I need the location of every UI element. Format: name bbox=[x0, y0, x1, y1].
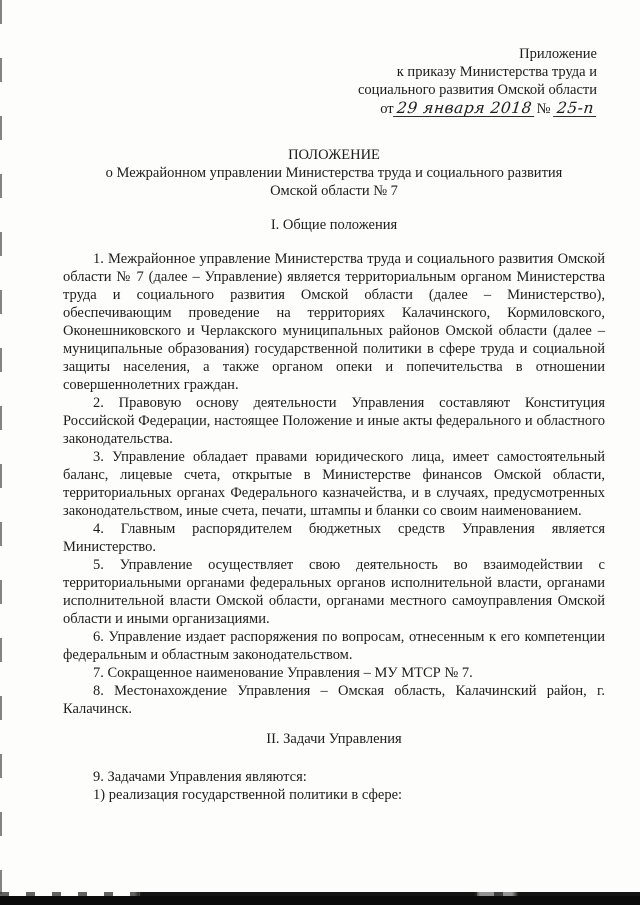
document-content bbox=[63, 0, 605, 804]
header-line: Приложение bbox=[519, 46, 597, 62]
paragraph: 9. Задачами Управления являются: bbox=[93, 769, 307, 785]
appendix-header bbox=[63, 45, 605, 118]
paragraph: 8. Местонахождение Управления – Омская область, Калачинский район, г. Калачинск. bbox=[63, 683, 605, 717]
paragraph: 1) реализация государственной политики в сфере: bbox=[93, 787, 403, 803]
date-prefix: от bbox=[380, 101, 394, 117]
handwritten-date: 29 января 2018 bbox=[393, 100, 536, 117]
paragraph: 3. Управление обладает правами юридического лица, имеет самостоятельный баланс, лицевые счета, открытые в Министерстве финансов Омской области, территориальных органах Федерального казначейства, и в случаях, предусмотренных законодательством, иные счета, печати, штампы и бланки со своим наименованием. bbox=[63, 449, 605, 519]
scan-bottom-bar-artifact bbox=[0, 896, 640, 905]
paragraph: 4. Главным распорядителем бюджетных средств Управления является Министерство. bbox=[63, 521, 605, 555]
document-title bbox=[63, 146, 605, 200]
order-date-line bbox=[63, 100, 597, 118]
title-line: ПОЛОЖЕНИЕ bbox=[288, 147, 380, 163]
paragraph: 1. Межрайонное управление Министерства труда и социального развития Омской области № 7 (далее – Управление) является территориальным органом Министерства труда и социального развития Омской области (далее – Министерство), обеспечивающим проведение на территориях Калачинского, Кормиловского, Оконешниковского и Черлакского муниципальных районов Омской области (далее – муниципальные образования) государственной политики в сфере труда и социальной защиты населения, а также органом опеки и попечительства в отношении совершеннолетних граждан. bbox=[63, 251, 605, 393]
header-line: социального развития Омской области bbox=[358, 82, 597, 98]
paragraph: 6. Управление издает распоряжения по вопросам, отнесенным к его компетенции федеральным и областным законодательством. bbox=[63, 629, 605, 663]
section-heading-general: I. Общие положения bbox=[270, 217, 398, 233]
paragraph: 2. Правовую основу деятельности Управления составляют Конституция Российской Федерации, настоящее Положение и иные акты федерального и областного законодательства. bbox=[63, 395, 605, 447]
title-line: о Межрайонном управлении Министерства труда и социального развития bbox=[105, 165, 563, 181]
number-sign: № bbox=[536, 101, 551, 117]
title-line: Омской области № 7 bbox=[270, 183, 398, 199]
paragraph: 5. Управление осуществляет свою деятельность во взаимодействии с территориальными органами федеральных органов исполнительной власти, органами исполнительной власти Омской области, органами местного самоуправления Омской области и иными организациями. bbox=[63, 557, 605, 627]
section-heading-tasks: II. Задачи Управления bbox=[266, 731, 402, 747]
handwritten-number: 25-п bbox=[553, 100, 598, 117]
paragraph: 7. Сокращенное наименование Управления – МУ МТСР № 7. bbox=[93, 665, 473, 681]
header-line: к приказу Министерства труда и bbox=[396, 64, 597, 80]
scan-left-edge-artifact bbox=[0, 0, 2, 905]
